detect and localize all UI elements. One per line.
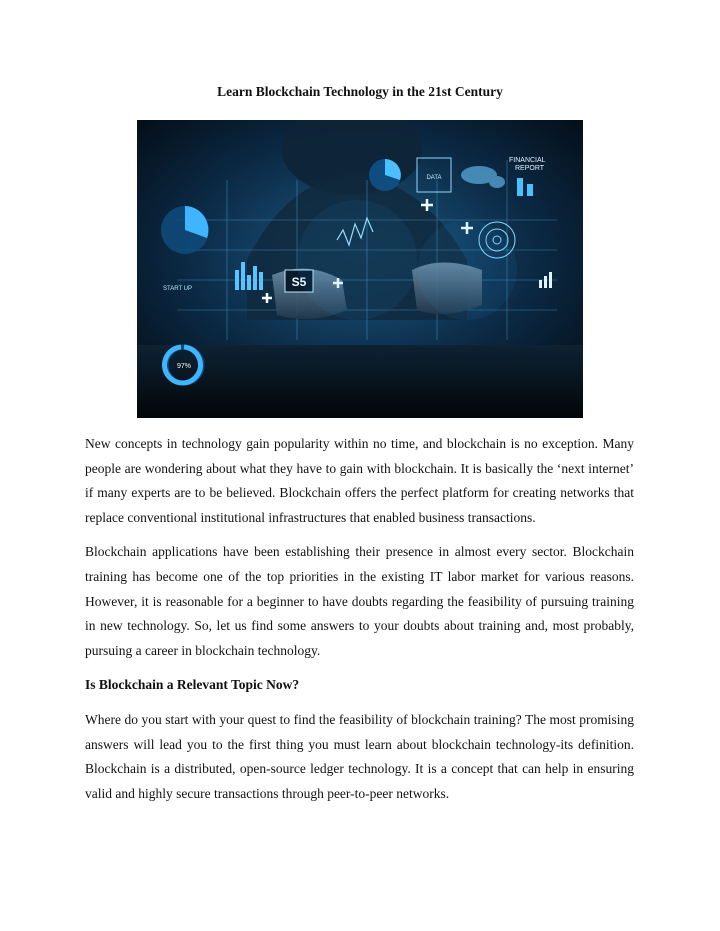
pie-chart-icon — [161, 206, 209, 254]
paragraph: Blockchain applications have been establishing their presence in almost every sector. Blockchain training has become one of the top priorities in the existing IT labor market for various reasons. However, it is reasonable for a beginner to have doubts regarding the feasibility of pursuing training in new technology. So, let us find some answers to your doubts about training and, most probably, pursuing a career in blockchain technology. — [85, 544, 634, 658]
data-label: DATA — [426, 175, 442, 181]
financial-label: FINANCIAL — [509, 157, 546, 164]
pie-chart-icon — [369, 159, 401, 191]
report-label: REPORT — [515, 165, 545, 172]
s5-label: S5 — [291, 275, 307, 289]
futuristic-interface-illustration — [137, 120, 583, 418]
percent-label: 97% — [176, 363, 192, 370]
paragraph: New concepts in technology gain popularity within no time, and blockchain is no exception. Many people are wondering about what they have to gain with blockchain. It is basically the ‘next internet’ if many experts are to be believed. Blockchain offers the perfect platform for creating networks that replace conventional institutional infrastructures that enabled business transactions. — [85, 436, 634, 525]
document-title: Learn Blockchain Technology in the 21st Century — [217, 84, 503, 99]
section-heading: Is Blockchain a Relevant Topic Now? — [85, 677, 300, 693]
start-up-label: START UP — [163, 286, 193, 292]
document-body — [85, 432, 634, 816]
paragraph: Where do you start with your quest to find the feasibility of blockchain training? The most promising answers will lead you to the first thing you must learn about blockchain technology-its definition. Blockchain is a distributed, open-source ledger technology. It is a concept that can help in ensuring valid and highly secure transactions through peer-to-peer networks. — [85, 711, 634, 801]
blockchain-technology-image — [137, 120, 583, 418]
